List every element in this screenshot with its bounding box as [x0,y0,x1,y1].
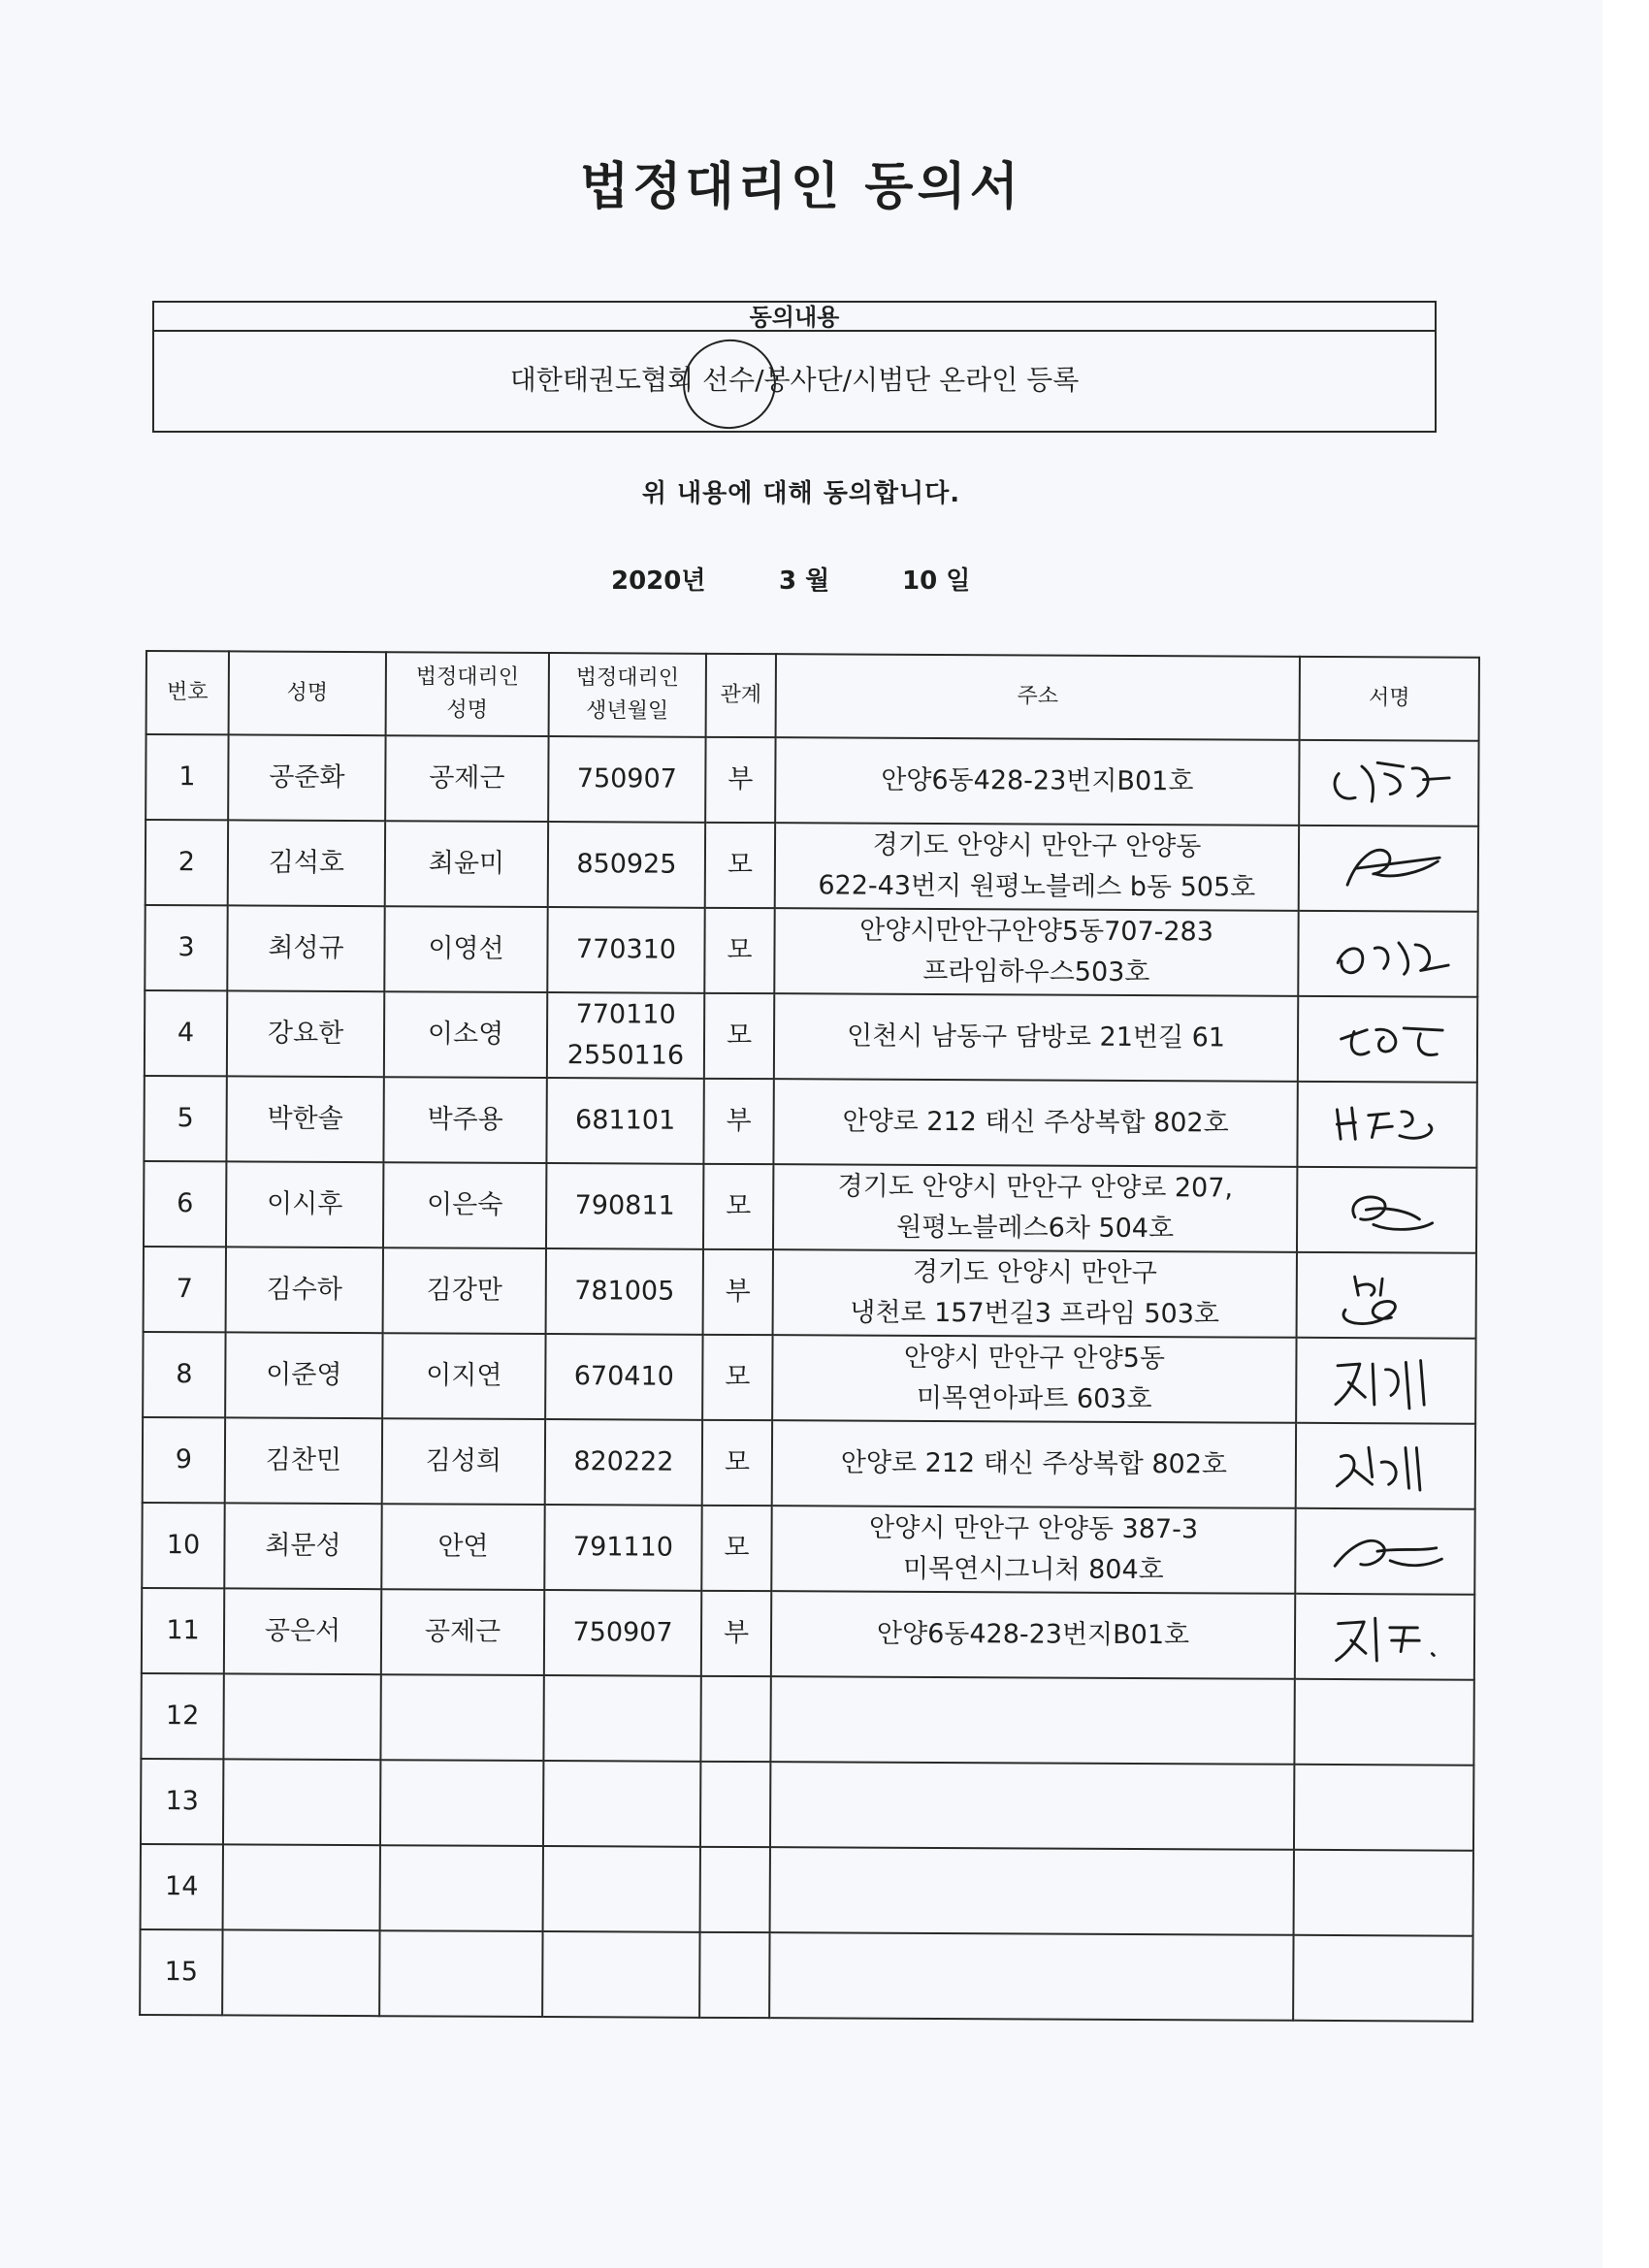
cell-relation [700,1676,770,1762]
cell-number: 1 [146,734,228,820]
consent-text: 대한태권도협회 선수/봉사단/시범단 온라인 등록 [509,364,1080,396]
cell-relation [700,1847,770,1932]
date-year: 2020년 [611,567,706,596]
cell-name: 박한솔 [226,1076,383,1162]
cell-relation: 모 [702,1420,772,1506]
handwritten-signature [1315,831,1461,906]
cell-address: 안양6동428-23번지B01호 [775,737,1299,826]
cell-number: 12 [141,1673,223,1759]
cell-signature [1298,911,1477,997]
cell-relation: 모 [705,823,775,908]
cell-relation: 부 [703,1249,773,1335]
cell-signature [1298,996,1477,1083]
cell-address [769,1932,1293,2021]
cell-name [223,1673,380,1760]
handwritten-signature [1314,1087,1460,1162]
cell-signature [1297,1082,1476,1168]
cell-signature [1294,1850,1473,1936]
cell-guardian-name [379,1930,542,2017]
table-row [145,905,1477,997]
cell-address: 경기도 안양시 만안구 안양동 622-43번지 원평노블레스 b동 505호 [775,823,1299,911]
cell-guardian-birth: 790811 [546,1163,703,1249]
cell-name [223,1844,380,1930]
header-number: 번호 [146,651,229,734]
table-row [142,1503,1474,1595]
cell-number: 9 [143,1417,225,1503]
handwritten-signature [1312,1429,1458,1504]
cell-guardian-birth: 750907 [548,736,705,823]
handwritten-signature [1315,917,1461,991]
cell-name: 공준화 [228,734,385,821]
cell-guardian-birth: 770110 2550116 [547,992,704,1079]
cell-address: 안양로 212 태신 주상복합 802호 [773,1079,1297,1167]
header-address: 주소 [776,654,1300,740]
cell-signature [1295,1594,1474,1680]
cell-guardian-name [380,1760,543,1846]
cell-relation: 모 [703,1164,773,1249]
cell-signature [1297,1252,1476,1339]
cell-number: 4 [145,990,227,1076]
cell-signature [1295,1508,1474,1595]
consent-box [152,301,1437,433]
cell-signature [1296,1423,1475,1509]
guardian-table [139,650,1480,2023]
cell-relation [700,1762,770,1847]
cell-guardian-name: 공제근 [381,1589,544,1675]
table-row [142,1588,1474,1680]
cell-guardian-birth: 770310 [547,907,704,993]
scan-edge [1602,0,1649,2268]
cell-guardian-birth [542,1931,699,2018]
cell-address: 경기도 안양시 만안구 냉천로 157번길3 프라임 503호 [773,1249,1297,1338]
cell-number: 7 [144,1247,226,1332]
cell-address [770,1762,1294,1850]
cell-guardian-name: 이지연 [382,1333,545,1419]
table-row [143,1332,1475,1424]
cell-guardian-birth: 850925 [548,822,705,908]
table-row [141,1673,1473,1766]
cell-guardian-birth: 791110 [544,1505,701,1591]
cell-number: 6 [144,1161,226,1247]
cell-guardian-birth: 670410 [545,1334,702,1420]
cell-guardian-name: 최윤미 [385,821,548,907]
cell-address: 안양6동428-23번지B01호 [771,1591,1295,1679]
cell-relation: 부 [705,737,775,823]
cell-number: 3 [145,905,227,990]
handwritten-signature [1314,1173,1460,1247]
cell-guardian-name: 이영선 [384,906,547,992]
cell-guardian-birth: 681101 [546,1078,703,1164]
table-row [144,1161,1476,1253]
cell-guardian-birth: 750907 [544,1590,701,1676]
cell-number: 15 [140,1929,222,2015]
table-row [144,1076,1476,1168]
table-row [144,1247,1476,1339]
consent-header: 동의내용 [154,303,1435,332]
cell-guardian-name: 공제근 [385,735,548,822]
handwritten-signature [1311,1600,1457,1674]
cell-address [770,1676,1294,1765]
cell-signature [1299,740,1478,826]
cell-number: 8 [143,1332,225,1417]
cell-guardian-name: 박주용 [383,1077,546,1163]
cell-name: 이준영 [225,1332,382,1418]
cell-name: 강요한 [227,990,384,1077]
cell-signature [1296,1338,1475,1424]
cell-name [222,1929,379,2016]
cell-signature [1293,1935,1472,2022]
cell-guardian-name [380,1845,543,1931]
cell-address: 안양로 212 태신 주상복합 802호 [772,1420,1296,1508]
cell-address: 안양시 만안구 안양동 387-3 미목연시그니처 804호 [771,1506,1295,1594]
cell-name [223,1759,380,1845]
cell-name: 최성규 [227,905,384,991]
cell-guardian-birth [543,1761,700,1847]
cell-name: 공은서 [224,1588,381,1674]
table-row [140,1929,1472,2022]
cell-guardian-name [380,1674,543,1761]
cell-relation: 부 [701,1591,771,1676]
cell-relation: 모 [702,1335,772,1420]
cell-relation: 모 [704,993,774,1079]
agreement-statement: 위 내용에 대해 동의합니다. [641,479,961,508]
cell-guardian-name: 김성희 [382,1418,545,1505]
cell-relation [699,1932,769,2018]
document-title: 법정대리인 동의서 [580,158,1022,216]
table-row [146,734,1478,826]
header-guardian-birth: 법정대리인 생년월일 [549,653,706,737]
cell-address: 인천시 남동구 담방로 21번길 61 [774,993,1298,1082]
table-row [141,1844,1473,1936]
cell-address: 경기도 안양시 만안구 안양로 207, 원평노블레스6차 504호 [773,1164,1297,1252]
cell-name: 김석호 [228,820,385,906]
cell-signature [1294,1679,1473,1766]
header-relation: 관계 [706,654,776,737]
table-row [146,820,1478,912]
cell-relation: 부 [703,1079,773,1164]
cell-guardian-birth [543,1846,700,1932]
cell-name: 최문성 [224,1503,381,1589]
header-signature: 서명 [1300,657,1479,741]
cell-number: 11 [142,1588,224,1673]
header-guardian-name: 법정대리인 성명 [386,652,549,736]
handwritten-signature [1313,1258,1459,1333]
cell-address: 안양시 만안구 안양5동 미목연아파트 603호 [772,1335,1296,1423]
cell-guardian-name: 이은숙 [383,1162,546,1248]
cell-signature [1294,1765,1473,1851]
table-row [145,990,1477,1083]
date-month: 3 월 [779,567,830,596]
cell-number: 14 [141,1844,223,1929]
cell-number: 13 [141,1759,223,1844]
cell-guardian-name: 이소영 [384,991,547,1078]
cell-guardian-birth [543,1675,700,1762]
handwritten-signature [1316,746,1462,821]
handwritten-signature [1314,1002,1460,1077]
table-row [143,1417,1475,1509]
cell-number: 5 [144,1076,226,1161]
handwritten-signature [1313,1344,1459,1418]
cell-number: 2 [146,820,228,905]
cell-guardian-birth: 781005 [546,1248,703,1335]
table-row [141,1759,1473,1851]
cell-name: 김수하 [226,1247,383,1333]
handwritten-signature [1312,1514,1458,1589]
date-day: 10 일 [902,567,971,596]
cell-address: 안양시만안구안양5동707-283 프라임하우스503호 [774,908,1298,996]
cell-guardian-birth: 820222 [545,1419,702,1506]
cell-guardian-name: 김강만 [383,1247,546,1334]
cell-name: 이시후 [226,1161,383,1247]
table-header-row [146,651,1479,741]
cell-address [770,1847,1294,1935]
cell-relation: 모 [701,1506,771,1591]
cell-signature [1297,1167,1476,1253]
cell-number: 10 [142,1503,224,1588]
cell-guardian-name: 안연 [381,1504,544,1590]
cell-name: 김찬민 [225,1417,382,1504]
cell-signature [1299,826,1478,912]
header-name: 성명 [229,651,386,735]
cell-relation: 모 [704,908,774,993]
